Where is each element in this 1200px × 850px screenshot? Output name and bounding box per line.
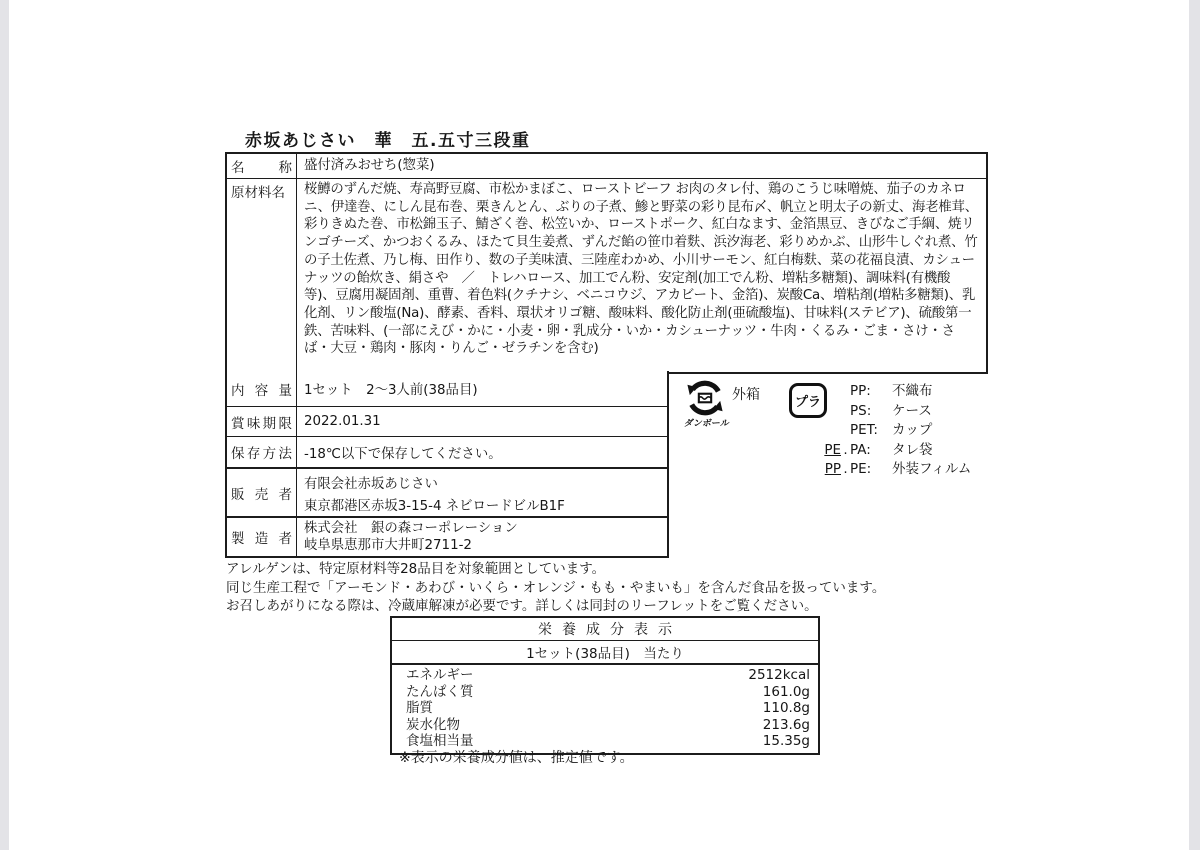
cardboard-caption: ダンボール [683,419,731,429]
material-prefix: PE [824,441,841,458]
nutrition-row [406,717,810,734]
spec-table-upper [225,152,988,374]
material-code: PS: [850,402,872,419]
material-name: 外装フィルム [892,461,972,478]
expiry-value: 2022.01.31 [304,414,381,429]
material-code: PET: [850,422,878,439]
maker-value [297,518,667,556]
nutrient-name: エネルギー [406,667,474,683]
plastic-recycle-icon: プラ [789,383,827,418]
material-row [818,441,971,461]
maker-address: 岐阜県恵那市大井町2711-2 [304,538,472,553]
nutrition-footnote: ※表示の栄養成分値は、推定値です。 [399,750,634,766]
material-name: タレ袋 [892,441,933,458]
spec-table-lower [225,371,669,558]
material-prefix: PP [824,461,841,478]
material-prefix [818,421,841,441]
nutrient-value: 15.35g [762,733,810,750]
table-row-expiry [227,406,667,436]
material-row [818,460,971,480]
allergen-notes [226,560,885,616]
table-row-contents [227,371,667,406]
material-name: カップ [892,422,933,439]
material-code: PA: [850,441,871,458]
nutrition-rows [392,665,818,753]
material-row [818,382,971,402]
allergen-note-line: 同じ生産工程で「アーモンド・あわび・いくら・オレンジ・もも・やまいも」を含んだ食品を扱っています。 [226,579,886,596]
nutrient-value: 110.8g [762,700,810,717]
storage-value: -18℃以下で保存してください。 [304,446,502,462]
name-value: 盛付済みおせち(惣菜) [304,158,435,173]
material-prefix [818,382,841,402]
table-row-maker [227,516,667,556]
allergen-note-line: お召しあがりになる際は、冷蔵庫解凍が必要です。詳しくは同封のリーフレットをご覧ください。 [226,598,818,615]
nutrient-name: 脂質 [406,700,433,717]
storage-label: 保存方法 [227,437,297,467]
material-dot [841,402,850,422]
material-dot: . [843,441,848,458]
left-gray-margin [0,0,9,850]
nutrition-facts-table [390,616,820,755]
nutrient-name: 食塩相当量 [406,733,474,750]
nutrient-name: たんぱく質 [406,683,474,700]
nutrition-subtitle: 1セット(38品目) 当たり [392,641,818,665]
nutrition-row [406,667,810,684]
product-title: 赤坂あじさい 華 五.五寸三段重 [245,131,531,151]
seller-value [297,469,667,516]
table-row-ingredients [227,178,986,372]
material-dot: . [843,461,848,478]
maker-company: 株式会社 銀の森コーポレーション [304,521,518,536]
contents-value: 1セット 2～3人前(38品目) [304,383,478,398]
allergen-note-line: アレルゲンは、特定原材料等28品目を対象範囲としています。 [226,561,606,577]
material-row [818,402,971,422]
cardboard-recycle-icon [686,379,724,417]
packaging-materials-list [818,382,971,480]
material-dot [841,382,850,402]
material-name: 不織布 [892,383,933,399]
table-row-seller [227,467,667,516]
nutrient-value: 161.0g [762,683,810,700]
maker-label: 製造者 [227,518,297,556]
material-name: ケース [892,402,932,419]
material-code: PP: [850,383,871,399]
right-gray-margin [1189,0,1200,850]
table-row-storage [227,436,667,467]
material-prefix [818,402,841,422]
name-label: 名称 [227,154,297,178]
ingredients-label: 原材料名 [227,179,297,372]
seller-label: 販売者 [227,469,297,516]
material-row [818,421,971,441]
material-dot [841,421,850,441]
expiry-label: 賞味期限 [227,407,297,436]
nutrition-row [406,700,810,717]
seller-address: 東京都港区赤坂3-15-4 ネビロードビルB1F [304,499,565,514]
table-row-name [227,154,986,178]
nutrient-value: 2512kcal [748,667,810,683]
nutrient-value: 213.6g [762,716,810,733]
ingredients-value: 桜鱒のずんだ焼、寿高野豆腐、市松かまぼこ、ローストビーフ お肉のタレ付、鶏のこうじ味噌焼、茄子のカネロニ、伊達巻、にしん昆布巻、栗きんとん、ぶりの子煮、鯵と野菜の彩り昆布〆、帆立と明太子の新丈、海老椎茸、彩りきぬた巻、市松錦玉子、鯖ざく巻、松笠いか、ローストポーク、紅白なます、金箔黒豆、きびなご手綱、焼リンゴチーズ、かつおくるみ、ほたて貝生姜煮、ずんだ餡の笹巾着麩、浜汐海老、彩りめかぶ、山形牛しぐれ煮、竹の子土佐煮、乃し梅、田作り、数の子美味漬、三陸産わかめ、小川サーモン、紅白梅麩、菜の花福良漬、カシューナッツの飴炊き、絹さや ／ トレハロース、加工でん粉、安定剤(加工でん粉、増粘多糖類)、調味料(有機酸等)、豆腐用凝固剤、重曹、着色料(クチナシ、ベニコウジ、アカビート、金箔)、炭酸Ca、増粘剤(増粘多糖類)、乳化剤、リン酸塩(Na)、酵素、香料、環状オリゴ糖、酸味料、酸化防止剤(亜硫酸塩)、甘味料(ステビア)、硫酸第一鉄、苦味料、(一部にえび・かに・小麦・卵・乳成分・いか・カシューナッツ・牛肉・くるみ・ごま・さけ・さば・大豆・鶏肉・豚肉・りんご・ゼラチンを含む) [304,182,978,357]
nutrient-name: 炭水化物 [406,716,460,733]
seller-company: 有限会社赤坂あじさい [304,477,438,492]
nutrition-title: 栄養成分表示 [392,618,818,641]
outer-box-label: 外箱 [732,387,760,403]
nutrition-row [406,684,810,701]
contents-label: 内容量 [227,371,297,406]
material-code: PE: [850,461,872,478]
